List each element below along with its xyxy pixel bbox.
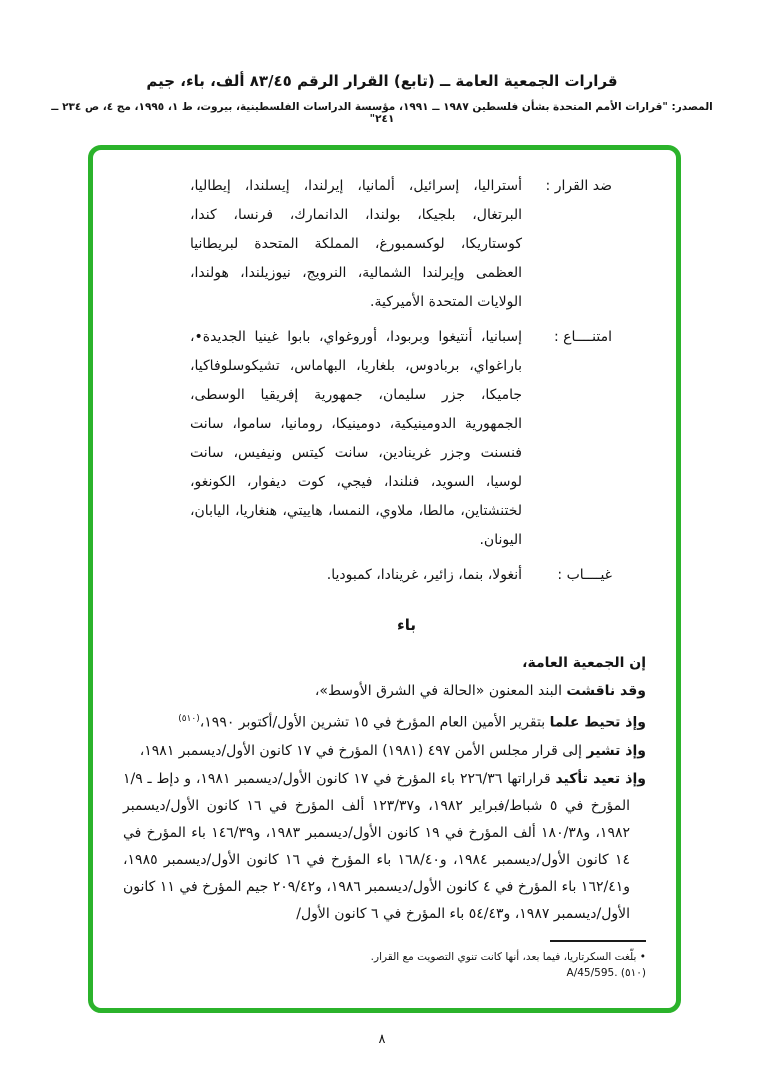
paragraph-lead: وإذ تحيط علما bbox=[549, 714, 646, 731]
abstain-label: امتنــــاع : bbox=[553, 329, 612, 345]
paragraph-assembly bbox=[123, 650, 646, 677]
absent-row bbox=[123, 561, 646, 590]
section-heading: باء bbox=[397, 616, 416, 634]
paragraph-text: بتقرير الأمين العام المؤرخ في ١٥ تشرين الأول/أكتوبر ١٩٩٠، bbox=[199, 714, 550, 731]
paragraph-reaffirming bbox=[123, 766, 646, 928]
footnote-area bbox=[123, 940, 646, 981]
paragraph-recalling bbox=[123, 738, 646, 765]
absent-list: أنغولا، بنما، زائير، غرينادا، كمبوديا. bbox=[326, 567, 522, 583]
page-number: ٨ bbox=[378, 1032, 386, 1047]
paragraph-text: قراراتها ٢٢٦/٣٦ باء المؤرخ في ١٧ كانون الأول/ديسمبر ١٩٨١، و دإط ـ ١/٩ المؤرخ في ٥ شباط/فبراير ١٩٨٢، و١٢٣/٣٧ ألف المؤرخ في ١٦ كانون الأول/ديسمبر ١٩٨٢، و١٨٠/٣٨ ألف المؤرخ في ١٩ كانون الأول/ديسمبر ١٩٨٣، و١٤٦/٣٩ باء المؤرخ في ١٤ كانون الأول/ديسمبر ١٩٨٤، و١٦٨/٤٠ باء المؤرخ في ١٦ كانون الأول/ديسمبر ١٩٨٥، و١٦٢/٤١ باء المؤرخ في ٤ كانون الأول/ديسمبر ١٩٨٦، و٢٠٩/٤٢ جيم المؤرخ في ١١ كانون الأول/ديسمبر ١٩٨٧، و٥٤/٤٣ باء المؤرخ في ٦ كانون الأول/ bbox=[123, 770, 631, 922]
footnote-rule bbox=[550, 940, 646, 942]
footnote-document-symbol: (٥١٠) A/45/595.‎ bbox=[566, 966, 646, 979]
resolution-box bbox=[88, 145, 681, 1013]
paragraph-lead: وإذ تعيد تأكيد bbox=[555, 770, 646, 787]
paragraph-discussed bbox=[123, 678, 646, 705]
absent-label: غيــــاب : bbox=[557, 567, 612, 583]
document-title: قرارات الجمعية العامة ــ (تابع) القرار الرقم ٨٣/٤٥ ألف، باء، جيم bbox=[146, 72, 618, 90]
paragraph-text: البند المعنون «الحالة في الشرق الأوسط»، bbox=[314, 683, 567, 699]
footnote-ref-marker: (٥١٠) bbox=[178, 714, 200, 724]
document-header bbox=[0, 0, 764, 125]
abstain-row bbox=[123, 323, 646, 555]
footnote-star: • بلّغت السكرتاريا، فيما بعد، أنها كانت تنوي التصويت مع القرار. bbox=[370, 950, 646, 963]
against-row bbox=[123, 172, 646, 317]
paragraph-taking-note bbox=[123, 706, 646, 737]
paragraph-lead: وإذ تشير bbox=[586, 742, 646, 759]
paragraph-lead: وقد ناقشت bbox=[566, 683, 646, 699]
against-list: أستراليا، إسرائيل، ألمانيا، إيرلندا، إيسلندا، إيطاليا، البرتغال، بلجيكا، بولندا، الدانمارك، فرنسا، كندا، كوستاريكا، لوكسمبورغ، المملكة المتحدة لبريطانيا العظمى وإيرلندا الشمالية، النرويج، نيوزيلندا، هولندا، الولايات المتحدة الأميركية. bbox=[190, 178, 522, 310]
abstain-list: إسبانيا، أنتيغوا وبربودا، أوروغواي، بابوا غينيا الجديدة•، باراغواي، بربادوس، بلغاريا، البهاماس، تشيكوسلوفاكيا، جاميكا، جزر سليمان، جمهورية إفريقيا الوسطى، الجمهورية الدومينيكية، دومينيكا، رومانيا، ساموا، سانت فنسنت وجزر غرينادين، سانت كيتس ونيفيس، سانت لوسيا، السويد، فنلندا، فيجي، كوت ديفوار، الكونغو، لختنشتاين، مالطا، ملاوي، النمسا، هاييتي، هنغاريا، اليابان، اليونان. bbox=[190, 329, 522, 548]
against-label: ضد القرار : bbox=[545, 178, 612, 194]
paragraph-lead: إن الجمعية العامة، bbox=[522, 655, 646, 671]
voting-record bbox=[123, 172, 646, 590]
paragraph-text: إلى قرار مجلس الأمن ٤٩٧ (١٩٨١) المؤرخ في ١٧ كانون الأول/ديسمبر ١٩٨١، bbox=[139, 742, 587, 759]
document-source: المصدر: "قرارات الأمم المتحدة بشأن فلسطين ١٩٨٧ ــ ١٩٩١، مؤسسة الدراسات الفلسطينية، بيروت، ط ١، ١٩٩٥، مج ٤، ص ٢٣٤ ــ ٢٤١" bbox=[51, 101, 713, 125]
resolution-text bbox=[123, 650, 646, 928]
